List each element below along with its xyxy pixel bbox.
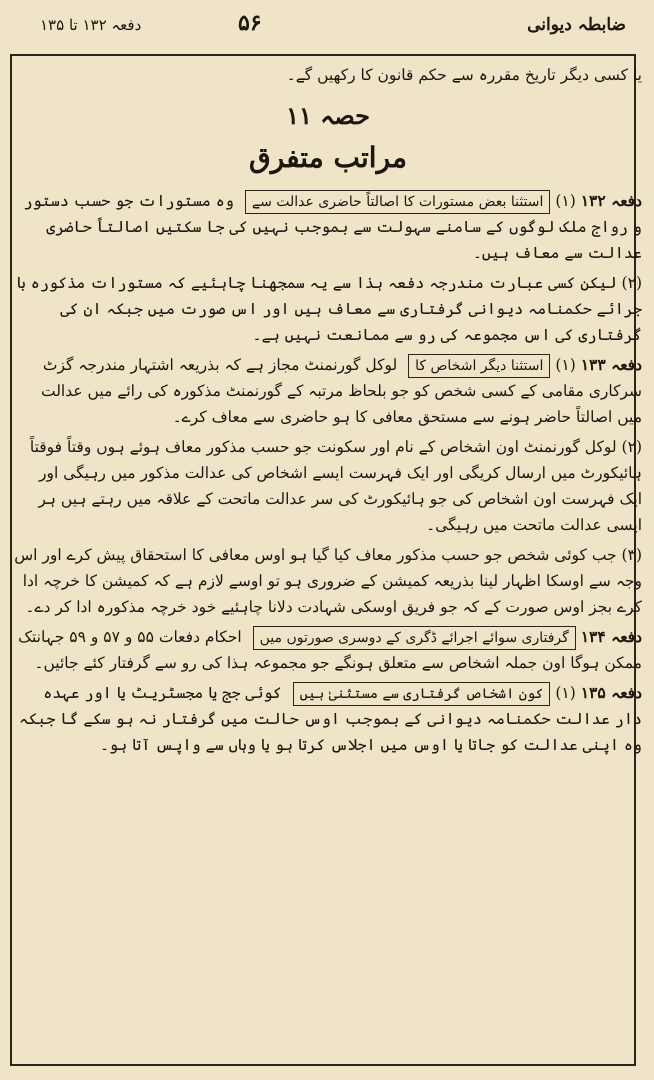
marginal-note: کون اشخاص گرفتاری سے مستثنیٰ ہیں (293, 682, 551, 706)
section-text: کوئی جج یا مجسٹریٹ یا اور عہدہ دار عدالت حکمنامہ دیوانی کے بموجب اوس حالت میں گرفتار نہ ہو سکے گا جبکہ وہ اپنی عدالت کو جاتا یا اوس میں اجلاس کرتا ہو یا وہاں سے واپس آتا ہو۔ (19, 684, 642, 754)
part-title: حصہ ۱۱ (286, 101, 370, 130)
clause-number: (۱) (555, 356, 576, 374)
section-133 (14, 352, 642, 430)
section-135 (14, 680, 642, 758)
section-text: لوکل گورنمنٹ مجاز ہے کہ بذریعہ اشتہار مندرجہ گزٹ سرکاری مقامی کے کسی شخص کو جو بلحاظ مرتبہ کے گورنمنٹ مذکورہ کی رائے میں عدالت میں اصالتاً حاضر ہونے سے مستحق معافی کا ہو حاضری سے معاف کرے۔ (40, 356, 642, 426)
marginal-note: استثنا دیگر اشخاص کا (408, 354, 550, 378)
section-133-clause-3: (۳) جب کوئی شخص جو حسب مذکور معاف کیا گیا ہو اوس معافی کا استحقاق پیش کرے اور اس وجہ سے اوسکا اظہار لینا بذریعہ کمیشن کے ضروری ہو تو اوسے لازم ہے کہ کمیشن کا خرچہ ادا کرے بجز اوس صورت کے کہ جو فریق اوسکی شہادت دلانا چاہئیے خود خرچہ مذکورہ ادا کر دے۔ (14, 546, 642, 616)
clause-number: (۱) (555, 192, 576, 210)
book-title: ضابطہ دیوانی (527, 15, 626, 35)
section-132-clause-2: (۲) لیکن کسی عبارت مندرجہ دفعہ ہذا سے یہ سمجھنا چاہئیے کہ مستورات مذکورہ با جرائے حکمنامہ دیوانی گرفتاری سے معاف ہیں اور اس صورت میں جبکہ ان کی گرفتاری کی اس مجموعہ کی رو سے ممانعت نہیں ہے۔ (16, 274, 642, 344)
section-number: دفعہ ۱۳۴ (580, 627, 642, 646)
marginal-note: گرفتاری سوائے اجرائے ڈگری کے دوسری صورتوں میں (253, 626, 576, 650)
section-132 (14, 188, 642, 266)
intro-line: یا کسی دیگر تاریخ مقررہ سے حکم قانون کا رکھیں گے۔ (286, 66, 642, 84)
page-body (14, 62, 642, 762)
sections-range: دفعہ ۱۳۲ تا ۱۳۵ (40, 16, 142, 34)
page-number: ۵۶ (238, 10, 262, 36)
section-133-clause-2: (۲) لوکل گورنمنٹ اون اشخاص کے نام اور سکونت جو حسب مذکور معاف ہوئے ہوں وقتاً فوقتاً ہائیکورٹ میں ارسال کریگی اور ایک فہرست ایسے اشخاص کی عدالت مذکور میں رہیگی اور ایک فہرست اون اشخاص کی جو ہائیکورٹ کی سر عدالت ماتحت کے علاقہ میں رہتے ہیں ہر ایسی عدالت ماتحت میں رہیگی۔ (29, 438, 642, 534)
running-header (0, 10, 654, 44)
section-number: دفعہ ۱۳۳ (580, 355, 642, 374)
section-134 (14, 624, 642, 676)
clause-number: (۱) (555, 684, 576, 702)
section-number: دفعہ ۱۳۵ (580, 683, 642, 702)
section-text: وہ مستورات جو حسب دستور و رواج ملک لوگوں کے سامنے سہولت سے بموجب نہیں کی جا سکتیں اصالتاً حاضری عدالت سے معاف ہیں۔ (23, 192, 642, 262)
section-number: دفعہ ۱۳۲ (580, 191, 642, 210)
part-subtitle: مراتب متفرق (248, 141, 408, 174)
section-text: احکام دفعات ۵۵ و ۵۷ و ۵۹ جہانتک ممکن ہوگا اون جملہ اشخاص سے متعلق ہونگے جو مجموعہ ہذا کی رو سے گرفتار کئے جائیں۔ (18, 628, 642, 672)
marginal-note: استثنا بعض مستورات کا اصالتاً حاضری عدالت سے (245, 190, 551, 214)
